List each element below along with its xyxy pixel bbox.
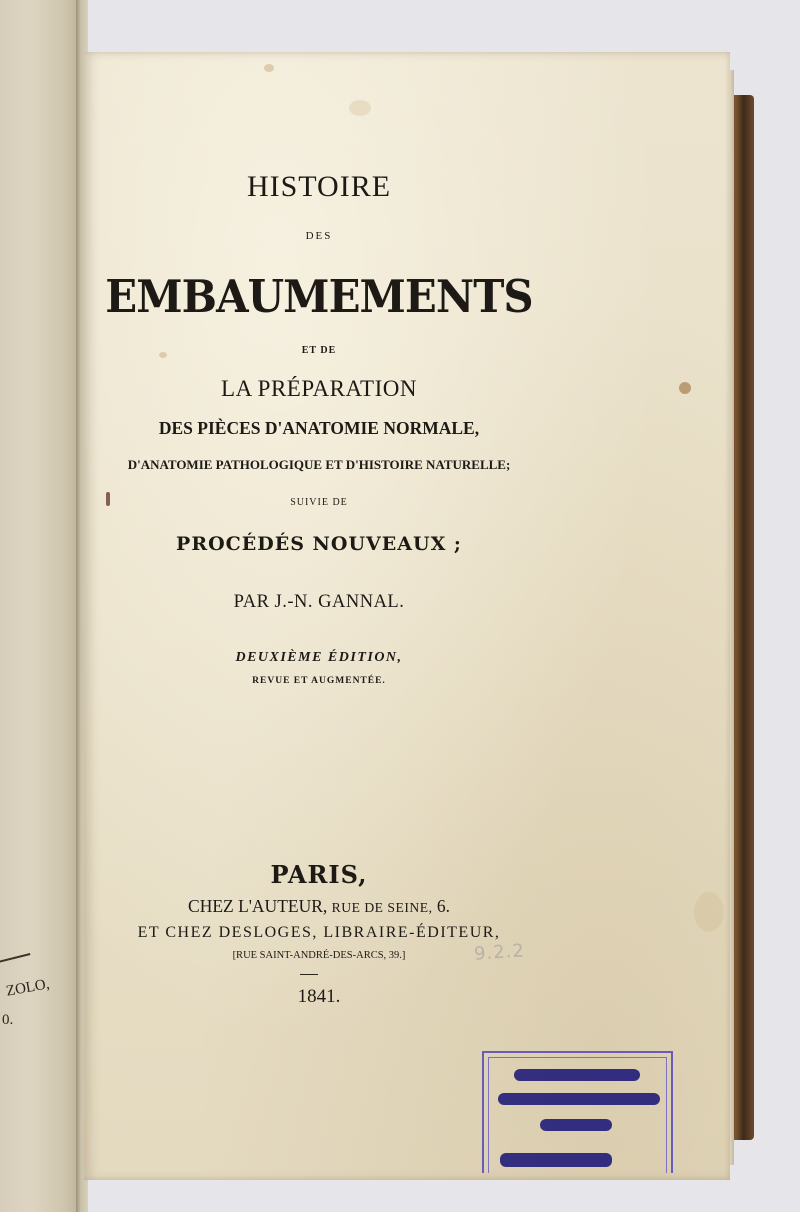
imprint-line-1 bbox=[0, 896, 642, 917]
redaction-bar bbox=[500, 1153, 612, 1167]
publication-year: 1841. bbox=[297, 986, 341, 1007]
imprint-line-3: [RUE SAINT-ANDRÉ-DES-ARCS, 39.] bbox=[232, 950, 406, 961]
redaction-bar bbox=[498, 1093, 660, 1105]
imprint-city: PARIS, bbox=[270, 860, 368, 889]
pencil-annotation: 9.2.2 bbox=[473, 940, 526, 965]
title-line-pieces: DES PIÈCES D'ANATOMIE NORMALE, bbox=[158, 418, 480, 438]
title-line-suivie-de: SUIVIE DE bbox=[290, 497, 348, 508]
title-line-procedes: PROCÉDÉS NOUVEAUX ; bbox=[176, 533, 462, 555]
imprint-line-2: ET CHEZ DESLOGES, LIBRAIRE-ÉDITEUR, bbox=[137, 924, 501, 941]
library-stamp bbox=[482, 1051, 673, 1173]
author-line: PAR J.-N. GANNAL. bbox=[233, 592, 405, 612]
left-page-text-fragment: ZOLO, bbox=[4, 976, 51, 1000]
title-line-et-de: ET DE bbox=[301, 345, 337, 356]
imprint-street: RUE DE SEINE, bbox=[331, 900, 433, 915]
redaction-bar bbox=[514, 1069, 640, 1081]
title-line-des: DES bbox=[305, 230, 333, 242]
title-line-embaumements: EMBAUMEMENTS bbox=[105, 270, 533, 323]
title-line-histoire: HISTOIRE bbox=[246, 170, 392, 203]
imprint-rule bbox=[300, 974, 318, 975]
foxing-spot bbox=[694, 892, 724, 932]
foxing-spot bbox=[349, 100, 371, 116]
foxing-spot bbox=[264, 64, 274, 72]
title-page bbox=[84, 52, 730, 1180]
left-page-text-fragment-2: 0. bbox=[2, 1012, 14, 1028]
edition-note: REVUE ET AUGMENTÉE. bbox=[252, 676, 386, 686]
edition-line: DEUXIÈME ÉDITION, bbox=[235, 650, 403, 665]
foxing-spot bbox=[679, 382, 691, 394]
imprint-number: 6. bbox=[436, 896, 450, 916]
title-line-la-preparation: LA PRÉPARATION bbox=[221, 376, 417, 401]
title-line-pathologique: D'ANATOMIE PATHOLOGIQUE ET D'HISTOIRE NATURELLE; bbox=[127, 457, 511, 472]
redaction-bar bbox=[540, 1119, 612, 1131]
imprint-author: CHEZ L'AUTEUR, bbox=[188, 896, 328, 916]
